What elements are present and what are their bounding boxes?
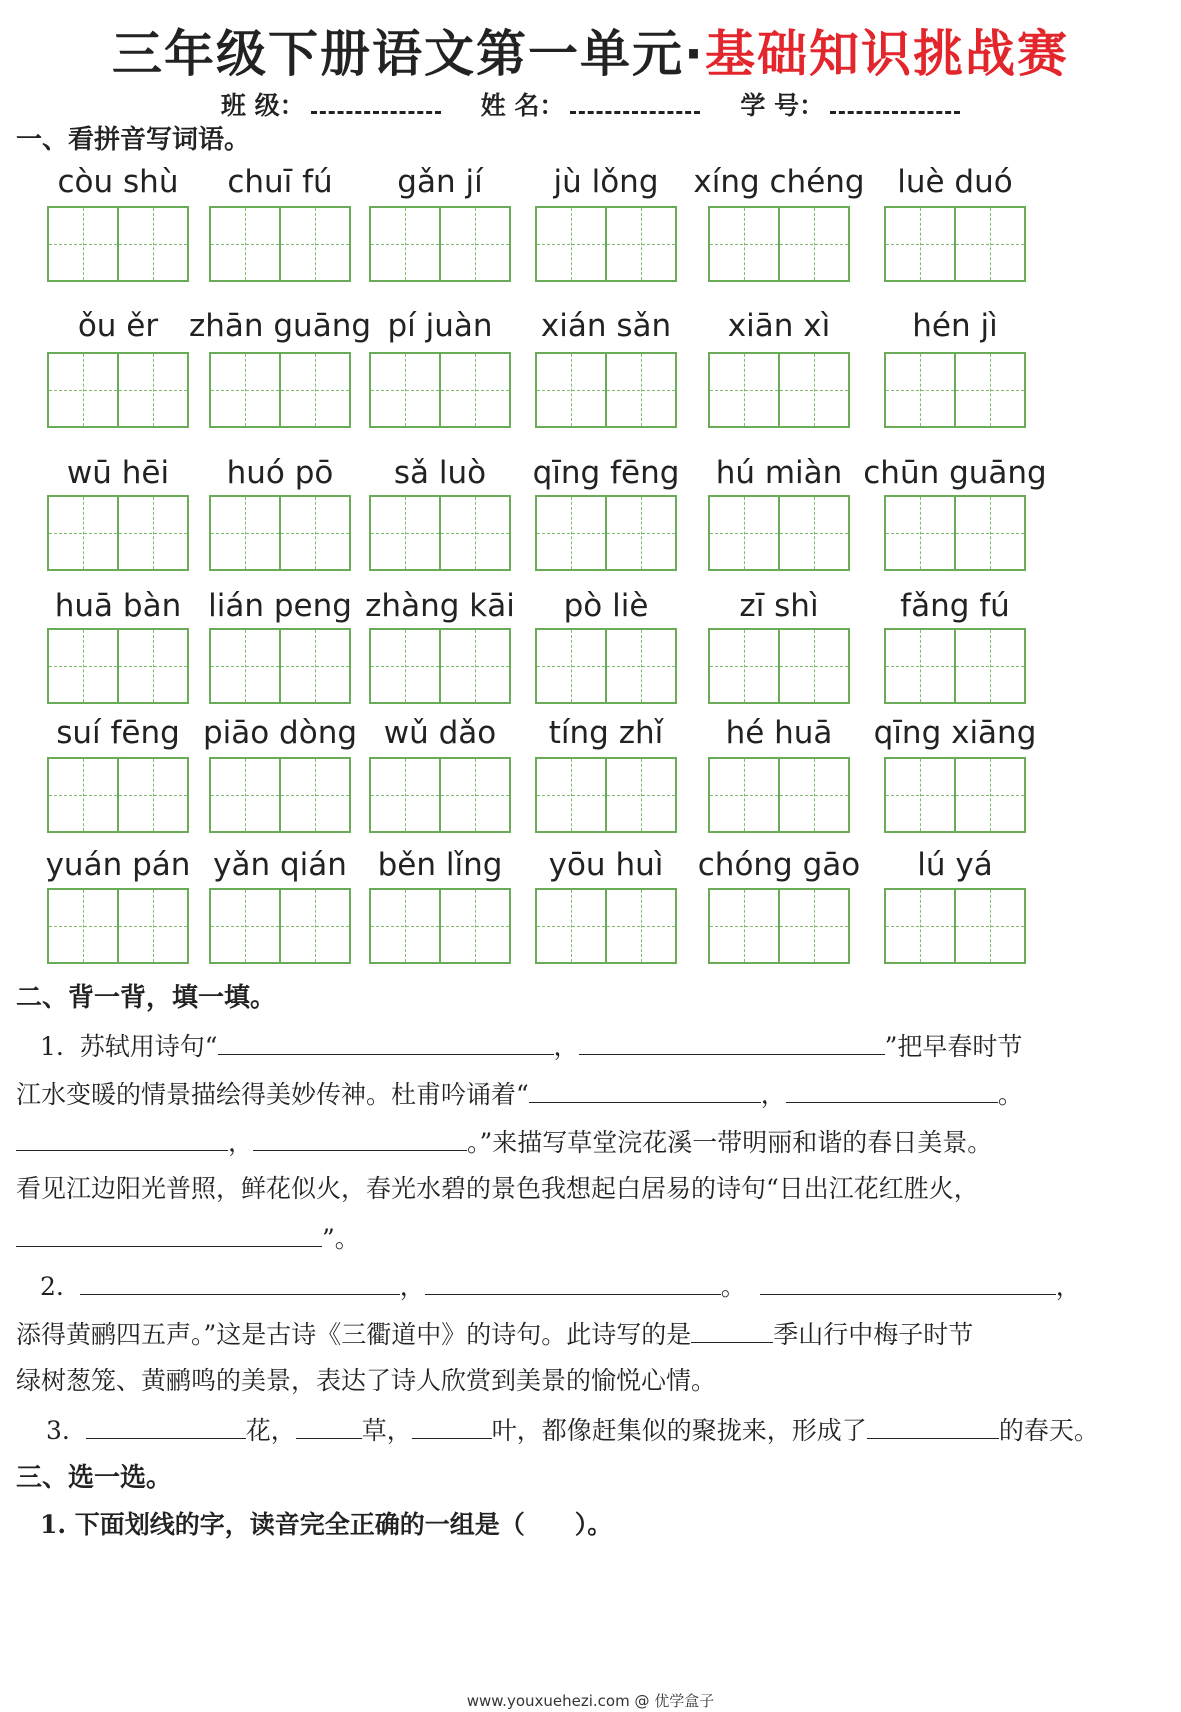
writing-cell[interactable] — [119, 206, 189, 282]
student-info — [0, 86, 1181, 126]
writing-cell[interactable] — [884, 757, 956, 833]
writing-grid — [209, 352, 351, 428]
pinyin-label: zī shì — [739, 588, 819, 624]
q1-line2: 江水变暖的情景描绘得美妙传神。杜甫吟诵着“ ， 。 — [16, 1080, 1023, 1109]
writing-grid — [209, 495, 351, 571]
q2-blank-1[interactable] — [80, 1270, 400, 1295]
pinyin-label: huó pō — [226, 455, 334, 491]
writing-grid — [708, 495, 850, 571]
pinyin-label: fǎng fú — [900, 588, 1010, 624]
writing-cell[interactable] — [369, 352, 441, 428]
writing-grid — [708, 352, 850, 428]
writing-cell[interactable] — [535, 352, 607, 428]
writing-cell[interactable] — [956, 352, 1026, 428]
section2-heading: 二、背一背，填一填。 — [16, 983, 277, 1013]
writing-grid — [708, 628, 850, 704]
id-label: 学 号： — [740, 91, 825, 120]
writing-grid — [369, 495, 511, 571]
pinyin-label: chuī fú — [227, 164, 333, 200]
writing-cell[interactable] — [119, 352, 189, 428]
writing-grid — [535, 206, 677, 282]
pinyin-label: xíng chéng — [693, 164, 865, 200]
title-black: 三年级下册语文第一单元· — [112, 25, 705, 83]
q3-blank-2[interactable] — [296, 1414, 362, 1439]
writing-cell[interactable] — [281, 757, 351, 833]
q2-line1: 2. ， 。 ， — [40, 1272, 1081, 1301]
writing-cell[interactable] — [47, 495, 119, 571]
writing-cell[interactable] — [281, 888, 351, 964]
pinyin-label: pí juàn — [387, 308, 493, 344]
writing-grid — [47, 628, 189, 704]
id-blank[interactable] — [830, 89, 960, 114]
writing-cell[interactable] — [535, 628, 607, 704]
writing-cell[interactable] — [209, 757, 281, 833]
q1-blank-7[interactable] — [16, 1222, 322, 1247]
footer-watermark: www.youxuehezi.com @ 优学盒子 — [466, 1692, 715, 1710]
pinyin-label: wū hēi — [66, 455, 170, 491]
writing-cell[interactable] — [956, 628, 1026, 704]
writing-grid — [369, 352, 511, 428]
writing-cell[interactable] — [708, 495, 780, 571]
q3-blank-3[interactable] — [412, 1414, 492, 1439]
writing-cell[interactable] — [281, 495, 351, 571]
writing-cell[interactable] — [607, 206, 677, 282]
writing-grid — [369, 206, 511, 282]
pinyin-label: qīng xiāng — [873, 715, 1037, 751]
writing-grid — [884, 628, 1026, 704]
page-title — [0, 24, 1181, 84]
pinyin-label: sǎ luò — [393, 455, 487, 491]
section1-heading: 一、看拼音写词语。 — [16, 125, 251, 155]
name-blank[interactable] — [570, 89, 700, 114]
q1-line5: ”。 — [16, 1222, 360, 1254]
writing-cell[interactable] — [281, 352, 351, 428]
q1-line3: ， 。”来描写草堂浣花溪一带明丽和谐的春日美景。 — [16, 1126, 992, 1158]
pinyin-label: xiān xì — [727, 308, 831, 344]
writing-grid — [884, 206, 1026, 282]
q1-blank-2[interactable] — [579, 1030, 885, 1055]
q1-blank-6[interactable] — [253, 1126, 467, 1151]
writing-grid — [708, 206, 850, 282]
q1-line1: 1. 苏轼用诗句“ ， ”把早春时节 — [40, 1032, 1023, 1061]
writing-grid — [47, 352, 189, 428]
writing-cell[interactable] — [47, 628, 119, 704]
writing-grid — [209, 888, 351, 964]
writing-cell[interactable] — [607, 352, 677, 428]
writing-cell[interactable] — [956, 757, 1026, 833]
writing-cell[interactable] — [47, 888, 119, 964]
pinyin-label: pò liè — [563, 588, 649, 624]
pinyin-label: còu shù — [57, 164, 179, 200]
writing-grid — [47, 757, 189, 833]
writing-grid — [47, 206, 189, 282]
writing-cell[interactable] — [607, 628, 677, 704]
q1-line4: 看见江边阳光普照，鲜花似火，春光水碧的景色我想起白居易的诗句“日出江花红胜火， — [16, 1174, 979, 1203]
writing-cell[interactable] — [884, 206, 956, 282]
q3-blank-1[interactable] — [86, 1414, 246, 1439]
pinyin-label: tíng zhǐ — [548, 715, 664, 751]
section3-heading: 三、选一选。 — [16, 1463, 173, 1493]
writing-cell[interactable] — [441, 757, 511, 833]
writing-cell[interactable] — [780, 352, 850, 428]
writing-grid — [708, 757, 850, 833]
writing-cell[interactable] — [369, 628, 441, 704]
writing-cell[interactable] — [884, 888, 956, 964]
pinyin-label: jù lǒng — [553, 164, 659, 200]
pinyin-label: hén jì — [912, 308, 998, 344]
writing-grid — [535, 757, 677, 833]
writing-cell[interactable] — [369, 495, 441, 571]
writing-cell[interactable] — [441, 352, 511, 428]
pinyin-label: běn lǐng — [377, 847, 503, 883]
writing-cell[interactable] — [209, 206, 281, 282]
writing-cell[interactable] — [884, 495, 956, 571]
pinyin-label: luè duó — [897, 164, 1013, 200]
writing-grid — [369, 888, 511, 964]
writing-cell[interactable] — [956, 206, 1026, 282]
writing-cell[interactable] — [209, 888, 281, 964]
pinyin-label: yuán pán — [45, 847, 191, 883]
writing-cell[interactable] — [119, 757, 189, 833]
pinyin-label: hé huā — [725, 715, 833, 751]
q1-blank-3[interactable] — [529, 1078, 761, 1103]
writing-grid — [209, 206, 351, 282]
writing-grid — [535, 628, 677, 704]
writing-cell[interactable] — [708, 206, 780, 282]
pinyin-label: lián peng — [208, 588, 352, 624]
pinyin-label: ǒu ěr — [77, 308, 159, 344]
q2-line3: 绿树葱笼、黄鹂鸣的美景，表达了诗人欣赏到美景的愉悦心情。 — [16, 1366, 717, 1395]
title-red: 基础知识挑战赛 — [705, 25, 1069, 83]
pinyin-label: zhān guāng — [188, 308, 372, 344]
pinyin-label: huā bàn — [54, 588, 182, 624]
writing-cell[interactable] — [441, 888, 511, 964]
writing-cell[interactable] — [209, 352, 281, 428]
q2-blank-3[interactable] — [760, 1270, 1056, 1295]
q3-line: 3. 花， 草， 叶，都像赶集似的聚拢来，形成了 的春天。 — [46, 1416, 1099, 1445]
writing-cell[interactable] — [47, 206, 119, 282]
writing-grid — [535, 888, 677, 964]
pinyin-label: yōu huì — [548, 847, 664, 883]
pinyin-label: hú miàn — [715, 455, 843, 491]
writing-cell[interactable] — [607, 495, 677, 571]
q3-blank-4[interactable] — [867, 1414, 999, 1439]
pinyin-label: xián sǎn — [540, 308, 672, 344]
writing-grid — [535, 495, 677, 571]
writing-cell[interactable] — [535, 206, 607, 282]
writing-cell[interactable] — [780, 888, 850, 964]
name-label: 姓 名： — [480, 91, 565, 120]
writing-cell[interactable] — [369, 757, 441, 833]
writing-cell[interactable] — [708, 352, 780, 428]
writing-cell[interactable] — [535, 888, 607, 964]
pinyin-label: chóng gāo — [697, 847, 861, 883]
writing-grid — [47, 888, 189, 964]
q1-blank-5[interactable] — [16, 1126, 228, 1151]
writing-cell[interactable] — [119, 495, 189, 571]
writing-cell[interactable] — [369, 206, 441, 282]
pinyin-label: piāo dòng — [202, 715, 358, 751]
writing-grid — [884, 757, 1026, 833]
writing-cell[interactable] — [780, 757, 850, 833]
writing-cell[interactable] — [281, 628, 351, 704]
writing-cell[interactable] — [884, 352, 956, 428]
writing-grid — [708, 888, 850, 964]
q1-blank-1[interactable] — [218, 1030, 554, 1055]
writing-cell[interactable] — [441, 628, 511, 704]
writing-cell[interactable] — [708, 888, 780, 964]
class-label: 班 级： — [220, 91, 305, 120]
q2-num: 2. — [40, 1272, 64, 1301]
writing-cell[interactable] — [441, 495, 511, 571]
writing-grid — [369, 757, 511, 833]
pinyin-label: qīng fēng — [532, 455, 680, 491]
q2-blank-4[interactable] — [691, 1318, 773, 1343]
pinyin-label: zhàng kāi — [365, 588, 515, 624]
q1-blank-4[interactable] — [786, 1078, 998, 1103]
q2-line2: 添得黄鹂四五声。”这是古诗《三衢道中》的诗句。此诗写的是 季山行中梅子时节 — [16, 1320, 974, 1349]
pinyin-label: gǎn jí — [397, 164, 483, 200]
writing-grid — [884, 352, 1026, 428]
writing-grid — [884, 888, 1026, 964]
writing-cell[interactable] — [956, 495, 1026, 571]
writing-grid — [209, 757, 351, 833]
writing-cell[interactable] — [780, 495, 850, 571]
writing-cell[interactable] — [47, 352, 119, 428]
q1-num: 1. — [40, 1032, 64, 1061]
writing-grid — [369, 628, 511, 704]
writing-cell[interactable] — [281, 206, 351, 282]
class-blank[interactable] — [311, 89, 441, 114]
writing-cell[interactable] — [209, 628, 281, 704]
writing-cell[interactable] — [607, 757, 677, 833]
writing-grid — [535, 352, 677, 428]
writing-cell[interactable] — [607, 888, 677, 964]
writing-cell[interactable] — [535, 757, 607, 833]
q3-num: 3. — [46, 1416, 70, 1445]
writing-cell[interactable] — [441, 206, 511, 282]
writing-cell[interactable] — [119, 888, 189, 964]
pinyin-label: wǔ dǎo — [383, 715, 497, 751]
writing-cell[interactable] — [47, 757, 119, 833]
q2-blank-2[interactable] — [425, 1270, 721, 1295]
writing-cell[interactable] — [884, 628, 956, 704]
pinyin-label: chūn guāng — [863, 455, 1047, 491]
pinyin-label: lú yá — [917, 847, 993, 883]
writing-cell[interactable] — [780, 206, 850, 282]
pinyin-label: suí fēng — [56, 715, 180, 751]
writing-cell[interactable] — [956, 888, 1026, 964]
writing-cell[interactable] — [369, 888, 441, 964]
writing-cell[interactable] — [119, 628, 189, 704]
writing-cell[interactable] — [780, 628, 850, 704]
writing-cell[interactable] — [708, 757, 780, 833]
writing-cell[interactable] — [535, 495, 607, 571]
writing-grid — [47, 495, 189, 571]
writing-cell[interactable] — [209, 495, 281, 571]
writing-cell[interactable] — [708, 628, 780, 704]
section3-q1: 1. 下面划线的字，读音完全正确的一组是（ ）。 — [40, 1510, 613, 1539]
writing-grid — [884, 495, 1026, 571]
pinyin-label: yǎn qián — [213, 847, 347, 883]
writing-grid — [209, 628, 351, 704]
